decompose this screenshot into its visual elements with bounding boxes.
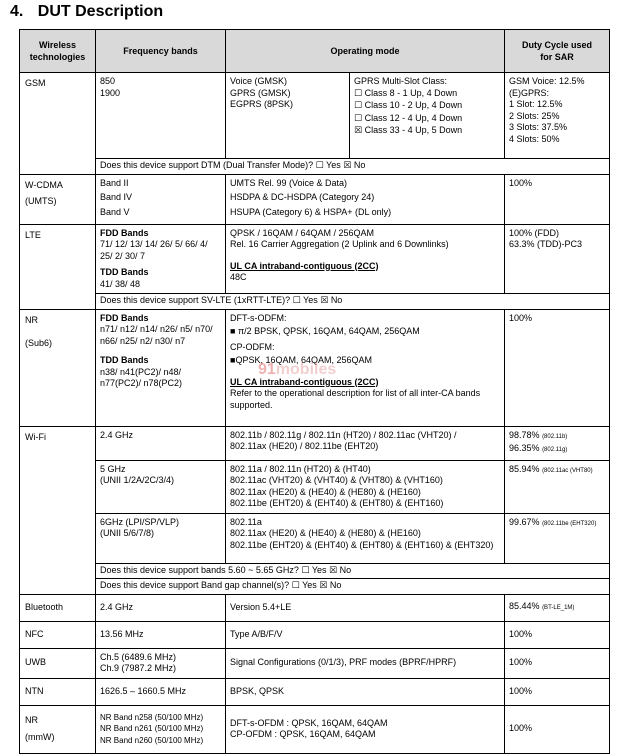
wifi-5-freq: 5 GHz (UNII 1/2A/2C/3/4) bbox=[96, 460, 226, 513]
wifi-6-mode: 802.11a 802.11ax (HE20) & (HE40) & (HE80) & (HE160) 802.11be (EHT20) & (EHT40) & (EHT80) & (EHT160) & (EHT320) bbox=[226, 513, 505, 563]
header-freq: Frequency bands bbox=[96, 30, 226, 73]
gsm-class-33: ☒ Class 33 - 4 Up, 5 Down bbox=[354, 125, 463, 136]
section-heading bbox=[10, 3, 163, 21]
nfc-tech: NFC bbox=[20, 621, 96, 648]
bt-tech: Bluetooth bbox=[20, 594, 96, 621]
table-row-nfc bbox=[20, 621, 610, 648]
gsm-class-10: ☐ Class 10 - 2 Up, 4 Down bbox=[354, 100, 463, 111]
bt-mode: Version 5.4+LE bbox=[226, 594, 505, 621]
table-row-wifi-24 bbox=[20, 426, 610, 460]
nrmmw-freq: NR Band n258 (50/100 MHz) NR Band n261 (50/100 MHz) NR Band n260 (50/100 MHz) bbox=[96, 705, 226, 753]
ntn-duty: 100% bbox=[505, 678, 610, 705]
table-row-wifi-5 bbox=[20, 460, 610, 513]
table-row-ntn bbox=[20, 678, 610, 705]
wifi-gap-question: Does this device support Band gap channel(s)? ☐ Yes ☒ No bbox=[96, 579, 610, 595]
table-row-uwb bbox=[20, 648, 610, 678]
gsm-dtm-question: Does this device support DTM (Dual Transfer Mode)? ☐ Yes ☒ No bbox=[96, 159, 610, 175]
gsm-mode-right: GPRS Multi-Slot Class: ☐ Class 8 - 1 Up, 4 Down ☐ Class 10 - 2 Up, 4 Down ☐ Class 12 - 4 Up, 4 Down ☒ Class 33 - 4 Up, 5 Down bbox=[350, 73, 505, 159]
wifi-6-duty: 99.67% (802.11be (EHT320) bbox=[505, 513, 610, 563]
ntn-tech: NTN bbox=[20, 678, 96, 705]
wcdma-duty: 100% bbox=[505, 174, 610, 224]
wifi-24-mode: 802.11b / 802.11g / 802.11n (HT20) / 802.11ac (VHT20) / 802.11ax (HE20) / 802.11be (EHT20) bbox=[226, 426, 505, 460]
table-row-nr-mmw bbox=[20, 705, 610, 753]
table-row-lte bbox=[20, 224, 610, 294]
nr-freq: FDD Bands n71/ n12/ n14/ n26/ n5/ n70/ n66/ n25/ n2/ n30/ n7 TDD Bands n38/ n41(PC2)/ n48/ n77(PC2)/ n78(PC2) bbox=[96, 309, 226, 426]
table-row-bluetooth bbox=[20, 594, 610, 621]
table-header-row bbox=[20, 30, 610, 73]
uwb-tech: UWB bbox=[20, 648, 96, 678]
lte-svlte-question: Does this device support SV-LTE (1xRTT-LTE)? ☐ Yes ☒ No bbox=[96, 294, 610, 310]
wifi-6-freq: 6GHz (LPI/SP/VLP) (UNII 5/6/7/8) bbox=[96, 513, 226, 563]
table-row-gsm-question bbox=[20, 159, 610, 175]
header-mode: Operating mode bbox=[226, 30, 505, 73]
header-duty: Duty Cycle used for SAR bbox=[505, 30, 610, 73]
section-number: 4. bbox=[10, 3, 24, 20]
wifi-5-mode: 802.11a / 802.11n (HT20) & (HT40) 802.11ac (VHT20) & (VHT40) & (VHT80) & (VHT160) 802.11ax (HE20) & (HE40) & (HE80) & (HE160) 802.11be (EHT20) & (EHT40) & (EHT80) & (EHT160) bbox=[226, 460, 505, 513]
lte-tech: LTE bbox=[20, 224, 96, 309]
wifi-band-question: Does this device support bands 5.60 ~ 5.65 GHz? ☐ Yes ☒ No bbox=[96, 563, 610, 579]
uwb-freq: Ch.5 (6489.6 MHz) Ch.9 (7987.2 MHz) bbox=[96, 648, 226, 678]
nr-mode: DFT-s-ODFM: ■ π/2 BPSK, QPSK, 16QAM, 64QAM, 256QAM CP-ODFM: ■QPSK, 16QAM, 64QAM, 256QAM UL CA intraband-contiguous (2CC) Refer to the operational description for list of all inter-CA bands supported. bbox=[226, 309, 505, 426]
bt-freq: 2.4 GHz bbox=[96, 594, 226, 621]
gsm-tech: GSM bbox=[20, 73, 96, 175]
section-title: DUT Description bbox=[37, 3, 164, 20]
table-row-gsm bbox=[20, 73, 610, 159]
wcdma-freq: Band II Band IV Band V bbox=[96, 174, 226, 224]
nrmmw-mode: DFT-s-OFDM : QPSK, 16QAM, 64QAM CP-OFDM : QPSK, 16QAM, 64QAM bbox=[226, 705, 505, 753]
lte-duty: 100% (FDD) 63.3% (TDD)-PC3 bbox=[505, 224, 610, 294]
ntn-freq: 1626.5 – 1660.5 MHz bbox=[96, 678, 226, 705]
header-tech: Wireless technologies bbox=[20, 30, 96, 73]
gsm-mode-left: Voice (GMSK) GPRS (GMSK) EGPRS (8PSK) bbox=[226, 73, 350, 159]
nrmmw-tech: NR (mmW) bbox=[20, 705, 96, 753]
lte-freq: FDD Bands 71/ 12/ 13/ 14/ 26/ 5/ 66/ 4/ 25/ 2/ 30/ 7 TDD Bands 41/ 38/ 48 bbox=[96, 224, 226, 294]
nr-tech: NR (Sub6) bbox=[20, 309, 96, 426]
gsm-freq: 850 1900 bbox=[96, 73, 226, 159]
wcdma-mode: UMTS Rel. 99 (Voice & Data) HSDPA & DC-HSDPA (Category 24) HSUPA (Category 6) & HSPA+ (DL only) bbox=[226, 174, 505, 224]
dut-description-table bbox=[19, 29, 610, 754]
nfc-duty: 100% bbox=[505, 621, 610, 648]
gsm-class-12: ☐ Class 12 - 4 Up, 4 Down bbox=[354, 112, 463, 124]
ntn-mode: BPSK, QPSK bbox=[226, 678, 505, 705]
gsm-duty: GSM Voice: 12.5% (E)GPRS: 1 Slot: 12.5% 2 Slots: 25% 3 Slots: 37.5% 4 Slots: 50% bbox=[505, 73, 610, 159]
wifi-5-duty: 85.94% (802.11ac (VHT80) bbox=[505, 460, 610, 513]
table-row-wifi-6 bbox=[20, 513, 610, 563]
wifi-24-freq: 2.4 GHz bbox=[96, 426, 226, 460]
wifi-tech: Wi-Fi bbox=[20, 426, 96, 594]
wcdma-tech: W-CDMA (UMTS) bbox=[20, 174, 96, 224]
table-row-wifi-question-1 bbox=[20, 563, 610, 579]
nfc-mode: Type A/B/F/V bbox=[226, 621, 505, 648]
nrmmw-duty: 100% bbox=[505, 705, 610, 753]
lte-mode: QPSK / 16QAM / 64QAM / 256QAM Rel. 16 Carrier Aggregation (2 Uplink and 6 Downlinks) UL CA intraband-contiguous (2CC) 48C bbox=[226, 224, 505, 294]
table-row-lte-question bbox=[20, 294, 610, 310]
nr-duty: 100% bbox=[505, 309, 610, 426]
uwb-mode: Signal Configurations (0/1/3), PRF modes (BPRF/HPRF) bbox=[226, 648, 505, 678]
uwb-duty: 100% bbox=[505, 648, 610, 678]
table-row-wcdma bbox=[20, 174, 610, 224]
wifi-24-duty: 98.78% (802.11b) 96.35% (802.11g) bbox=[505, 426, 610, 460]
table-row-wifi-question-2 bbox=[20, 579, 610, 595]
bt-duty: 85.44% (BT-LE_1M) bbox=[505, 594, 610, 621]
nfc-freq: 13.56 MHz bbox=[96, 621, 226, 648]
watermark-logo: 91mobiles bbox=[258, 361, 337, 378]
gsm-class-8: ☐ Class 8 - 1 Up, 4 Down bbox=[354, 87, 458, 99]
